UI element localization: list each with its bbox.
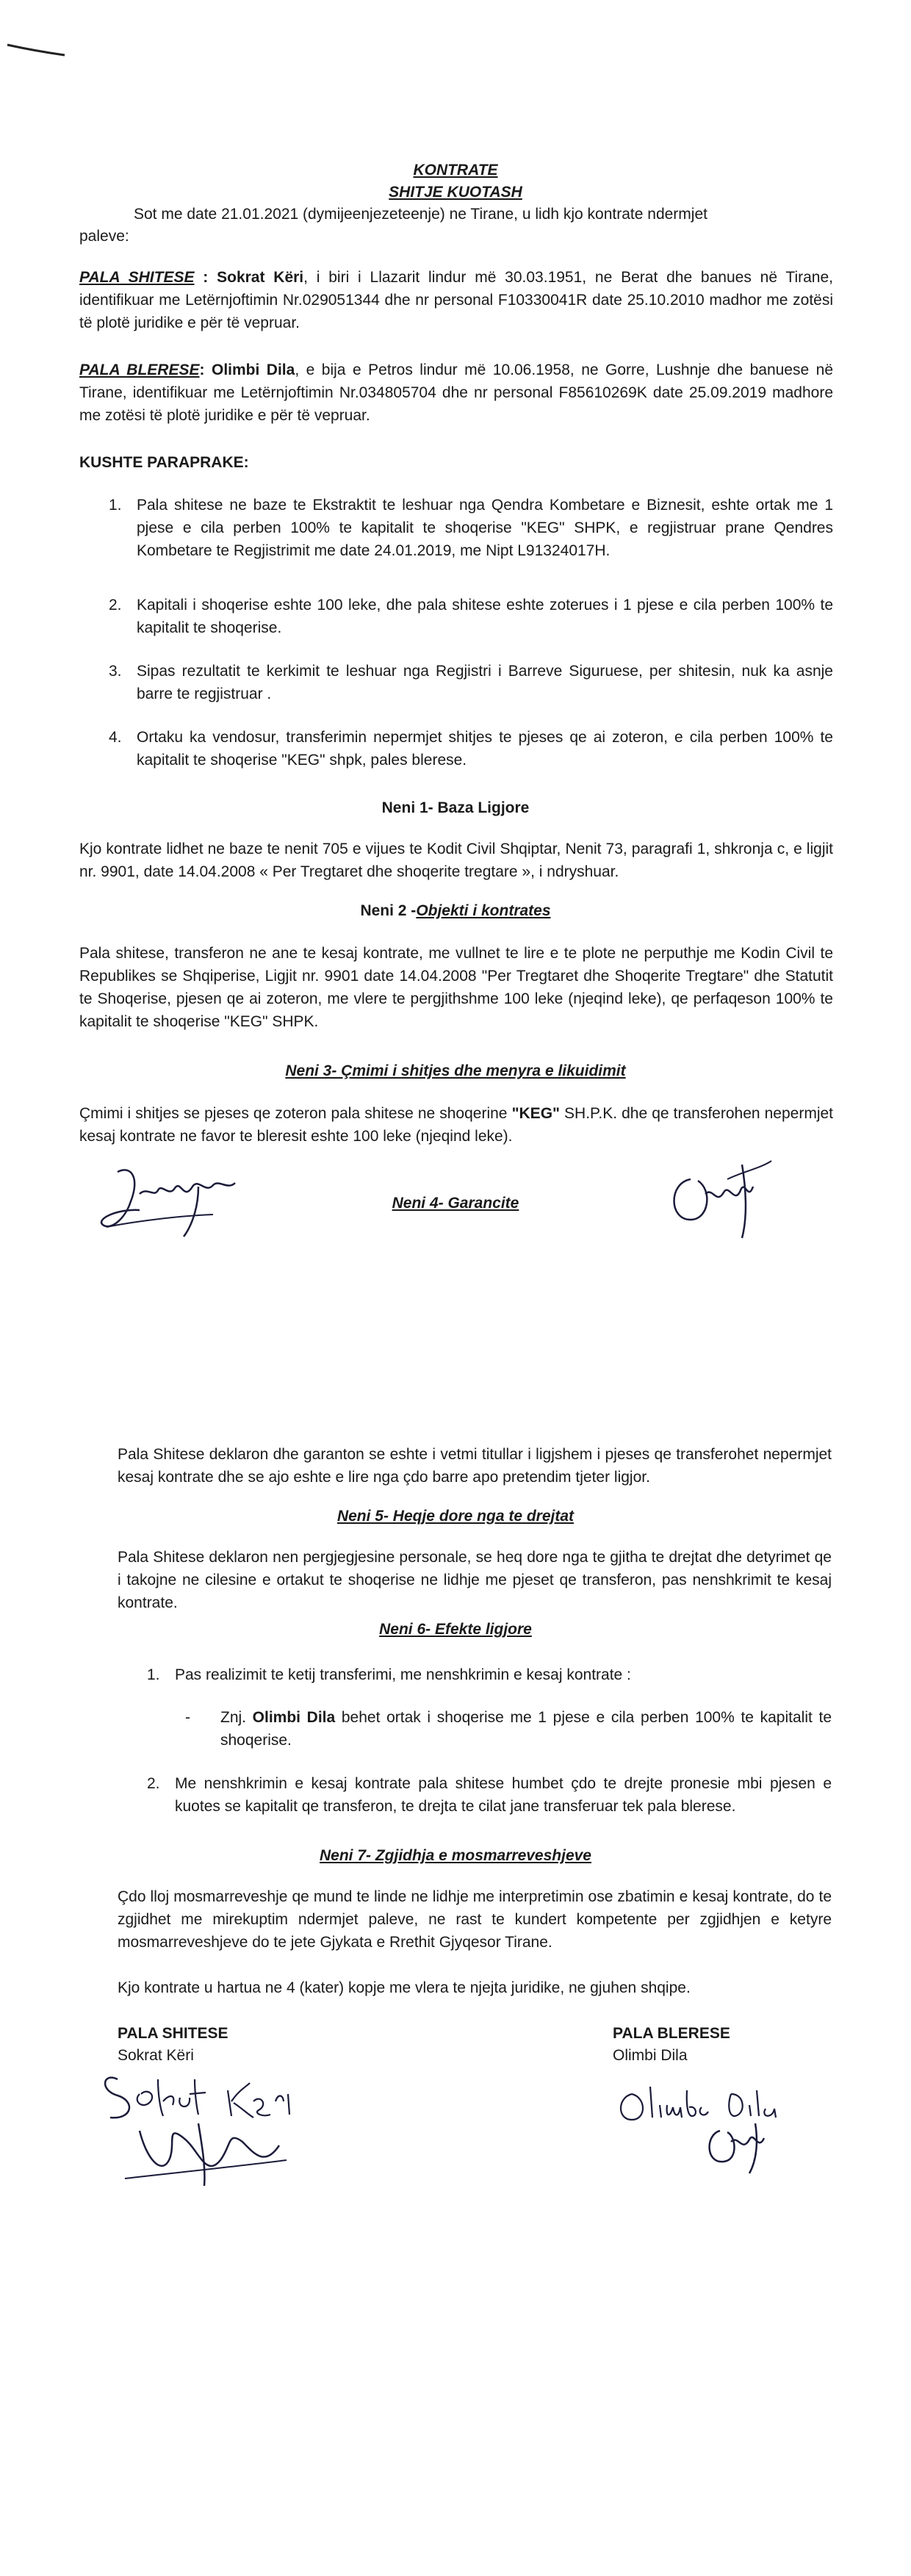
neni-1-text: Kjo kontrate lidhet ne baze te nenit 705 e vijues te Kodit Civil Shqiptar, Nenit 73, paragrafi 1, shkronja c, e ligjit nr. 9901, date 14.04.2008 « Per Tregtaret dhe shoqerite tregtare », i ndryshuar. bbox=[79, 841, 833, 880]
closing-statement: Kjo kontrate u hartua ne 4 (kater) kopje me vlera te njejta juridike, ne gjuhen shqipe. bbox=[118, 1979, 691, 1996]
neni-2-text: Pala shitese, transferon ne ane te kesaj kontrate, me vullnet te lire e te plote ne perputhje me Kodin Civil te Republikes se Shqiperise, Ligjit nr. 9901 date 14.04.2008 "Per Tregtaret dhe Shoqerite Tregtare" dhe Statutit te Shoqerise, pjesen qe ai zoteron, me vlere te pergjithshme 100 leke (njeqind leke), qe perfaqeson 100% te kapitalit te shoqerise "KEG" SHPK. bbox=[79, 945, 833, 1030]
sub-item-rest: behet ortak i shoqerise me 1 pjese e cila perben 100% te kapitalit te shoqerise. bbox=[220, 1709, 832, 1749]
neni-4-heading: Neni 4- Garancite bbox=[392, 1195, 519, 1212]
neni-6-heading: Neni 6- Efekte ligjore bbox=[379, 1621, 532, 1638]
buyer-sep: : bbox=[199, 361, 212, 378]
precondition-text: Pala shitese ne baze te Ekstraktit te leshuar nga Qendra Kombetare e Biznesit, eshte ortak me 1 pjese e cila perben 100% te kapitalit te shoqerise "KEG" SHPK, e regjistruar prane Qendres Kombetare te Regjistrimit me date 24.01.2019, me Nipt L91324017H. bbox=[137, 497, 833, 559]
sub-item-name: Olimbi Dila bbox=[252, 1709, 336, 1726]
seller-label: PALA SHITESE bbox=[79, 269, 195, 286]
neni-6-item-1 bbox=[147, 1663, 832, 1688]
scan-mark bbox=[6, 40, 66, 57]
buyer-party-paragraph bbox=[79, 359, 833, 427]
preconditions-heading: KUSHTE PARAPRAKE: bbox=[79, 454, 249, 471]
buyer-name: Olimbi Dila bbox=[211, 361, 295, 378]
neni-6-item-2 bbox=[147, 1772, 832, 1824]
neni-6-number: 1. bbox=[147, 1666, 160, 1683]
neni-6-sub-item-text bbox=[220, 1706, 832, 1752]
seller-details: , i biri i Llazarit lindur më 30.03.1951, ne Berat dhe banues në Tirane, identifikuar me Letërnjoftimin Nr.029051344 dhe nr personal F10330041R date 25.10.2010 madhor me zotësi të plotë juridike e për të vepruar. bbox=[79, 269, 833, 331]
buyer-label: PALA BLERESE bbox=[79, 361, 200, 378]
sub-item-prefix: Znj. bbox=[220, 1709, 253, 1726]
precondition-number: 2. bbox=[109, 597, 122, 614]
seller-signature-name: Sokrat Këri bbox=[118, 2047, 194, 2064]
neni-1-heading: Neni 1- Baza Ligjore bbox=[381, 799, 530, 816]
seller-party-paragraph bbox=[79, 266, 833, 334]
neni-4-text: Pala Shitese deklaron dhe garanton se eshte i vetmi titullar i ligjshem i pjeses qe transferohet nepermjet kesaj kontrate dhe se ajo eshte e lire nga çdo barre apo pretendim tjeter ligjor. bbox=[118, 1446, 832, 1486]
sub-item-dash: - bbox=[185, 1709, 190, 1726]
buyer-signature-name: Olimbi Dila bbox=[613, 2047, 688, 2064]
buyer-details: , e bija e Petros lindur më 10.06.1958, ne Gorre, Lushnje dhe banuese në Tirane, identifikuar me Letërnjoftimin Nr.034805704 dhe nr personal F85610269K date 25.09.2019 madhore me zotësi të plotë juridike e për të vepruar. bbox=[79, 361, 834, 424]
intro-line-2: paleve: bbox=[79, 228, 129, 245]
neni-3-text bbox=[79, 1102, 833, 1148]
neni-6-item-2-text: Me nenshkrimin e kesaj kontrate pala shitese humbet çdo te drejte pronesie mbi pjesen e kuotes se kapitalit qe transferon, te drejta te cilat jane transferuar tek pala blerese. bbox=[175, 1775, 832, 1815]
precondition-item-2 bbox=[109, 594, 833, 645]
seller-handwritten-signature bbox=[96, 2050, 331, 2190]
precondition-number: 1. bbox=[109, 497, 122, 514]
neni-7-heading: Neni 7- Zgjidhja e mosmarreveshjeve bbox=[320, 1847, 591, 1864]
neni-3-company: "KEG" bbox=[511, 1105, 560, 1122]
precondition-number: 4. bbox=[109, 729, 122, 746]
neni-5-heading: Neni 5- Heqje dore nga te drejtat bbox=[336, 1508, 575, 1525]
buyer-handwritten-signature bbox=[610, 2072, 801, 2175]
seller-signature-label: PALA SHITESE bbox=[118, 2025, 228, 2042]
precondition-text: Ortaku ka vendosur, transferimin nepermjet shitjes te pjeses qe ai zoteron, e cila perben 100% te kapitalit te shoqerise "KEG" shpk, pales blerese. bbox=[137, 729, 833, 769]
neni-5-text: Pala Shitese deklaron nen pergjegjesine personale, se heq dore nga te gjitha te drejtat dhe detyrimet qe i takojne ne cilesine e ortakut te shoqerise ne lidhje me pjeset qe transferon, pas nenshkrimit te kesaj kontrate. bbox=[118, 1549, 832, 1611]
neni-3-heading: Neni 3- Çmimi i shitjes dhe menyra e likuidimit bbox=[285, 1062, 626, 1079]
neni-6-sub-item bbox=[185, 1706, 832, 1757]
neni-3-text-before: Çmimi i shitjes se pjeses qe zoteron pala shitese ne shoqerine bbox=[79, 1105, 512, 1122]
buyer-signature-label: PALA BLERESE bbox=[613, 2025, 730, 2042]
precondition-text: Sipas rezultatit te kerkimit te leshuar nga Regjistri i Barreve Siguruese, per shitesin, nuk ka asnje barre te regjistruar . bbox=[137, 663, 833, 702]
precondition-text: Kapitali i shoqerise eshte 100 leke, dhe pala shitese eshte zoterues i 1 pjese e cila perben 100% te kapitalit te shoqerise. bbox=[137, 597, 833, 636]
seller-sep: : bbox=[194, 269, 217, 286]
precondition-item-4 bbox=[109, 726, 833, 777]
buyer-initials-signature bbox=[654, 1150, 786, 1245]
seller-name: Sokrat Këri bbox=[217, 269, 304, 286]
contract-title: KONTRATE bbox=[413, 162, 498, 179]
seller-initials-signature bbox=[88, 1157, 264, 1245]
intro-line-1: Sot me date 21.01.2021 (dymijeenjezeteenje) ne Tirane, u lidh kjo kontrate ndermjet bbox=[134, 206, 707, 223]
precondition-item-1 bbox=[109, 494, 833, 567]
neni-2-heading-title: Objekti i kontrates bbox=[416, 902, 551, 919]
neni-3-text-after: SH.P.K. dhe qe transferohen nepermjet kesaj kontrate ne favor te bleresit eshte 100 leke (njeqind leke). bbox=[79, 1105, 833, 1145]
neni-2-heading bbox=[0, 899, 911, 922]
neni-6-number: 2. bbox=[147, 1775, 160, 1792]
neni-6-item-1-text: Pas realizimit te ketij transferimi, me nenshkrimin e kesaj kontrate : bbox=[175, 1666, 631, 1683]
precondition-number: 3. bbox=[109, 663, 122, 680]
neni-2-heading-prefix: Neni 2 - bbox=[360, 902, 417, 919]
precondition-item-3 bbox=[109, 660, 833, 711]
contract-subtitle: SHITJE KUOTASH bbox=[389, 184, 522, 201]
neni-7-text: Çdo lloj mosmarreveshje qe mund te linde ne lidhje me interpretimin ose zbatimin e kesaj kontrate, do te zgjidhet me mirekuptim ndermjet paleve, ne rast te kundert kompetente per zgjidhjen e ketyre mosmarreveshjeve do te jete Gjykata e Rrethit Gjyqesor Tirane. bbox=[118, 1888, 832, 1951]
